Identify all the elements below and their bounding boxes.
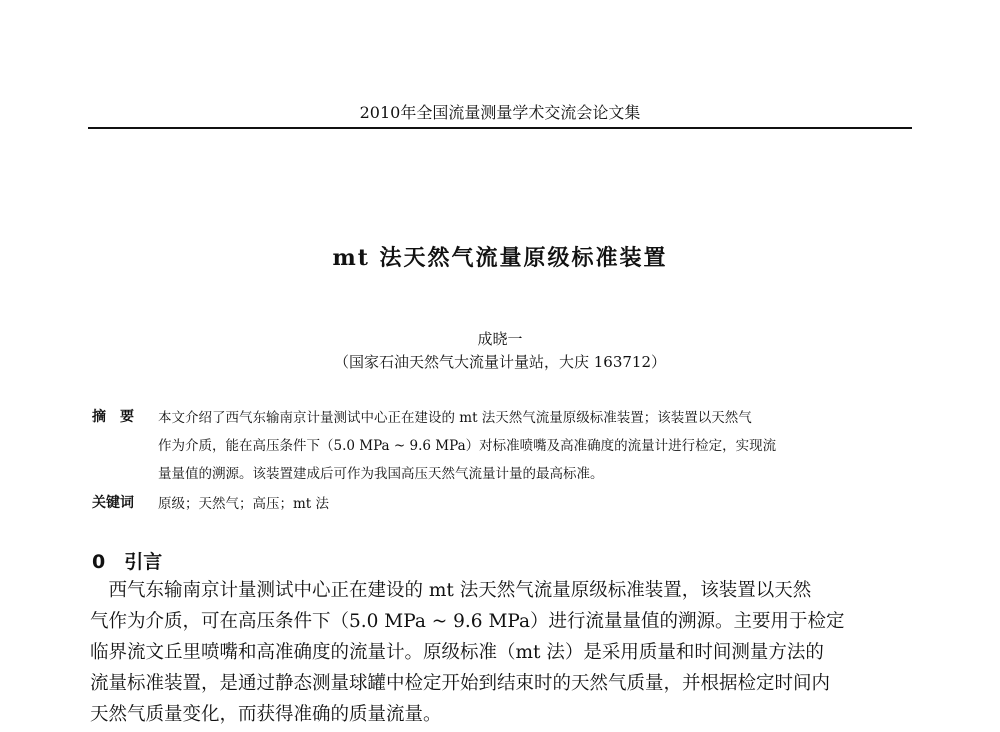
abstract-label: 摘 要 <box>92 409 134 425</box>
running-header: 2010年全国流量测量学术交流会论文集 <box>359 103 641 122</box>
header-rule <box>88 127 912 129</box>
abstract-line: 量量值的溯源。该装置建成后可作为我国高压天然气流量计量的最高标准。 <box>158 466 604 482</box>
body-line: 气作为介质，可在高压条件下（5.0 MPa ~ 9.6 MPa）进行流量量值的溯源。主要用于检定 <box>90 611 845 632</box>
abstract-line: 本文介绍了西气东输南京计量测试中心正在建设的 mt 法天然气流量原级标准装置；该装置以天然气 <box>158 410 752 426</box>
keywords-text: 原级；天然气；高压；mt 法 <box>158 496 330 512</box>
section-heading: 0 引言 <box>92 551 163 573</box>
body-line: 临界流文丘里喷嘴和高准确度的流量计。原级标准（mt 法）是采用质量和时间测量方法的 <box>90 642 824 663</box>
paper-title: mt 法天然气流量原级标准装置 <box>332 245 668 271</box>
body-line: 西气东输南京计量测试中心正在建设的 mt 法天然气流量原级标准装置，该装置以天然 <box>90 580 812 601</box>
abstract-line: 作为介质，能在高压条件下（5.0 MPa ~ 9.6 MPa）对标准喷嘴及高准确度的流量计进行检定，实现流 <box>158 438 777 454</box>
paper-affiliation: （国家石油天然气大流量计量站，大庆 163712） <box>333 353 667 371</box>
body-line: 天然气质量变化，而获得准确的质量流量。 <box>90 704 442 725</box>
keywords-label: 关键词 <box>92 495 134 511</box>
body-line: 流量标准装置，是通过静态测量球罐中检定开始到结束时的天然气质量，并根据检定时间内 <box>90 673 831 694</box>
paper-author: 成晓一 <box>477 330 523 348</box>
